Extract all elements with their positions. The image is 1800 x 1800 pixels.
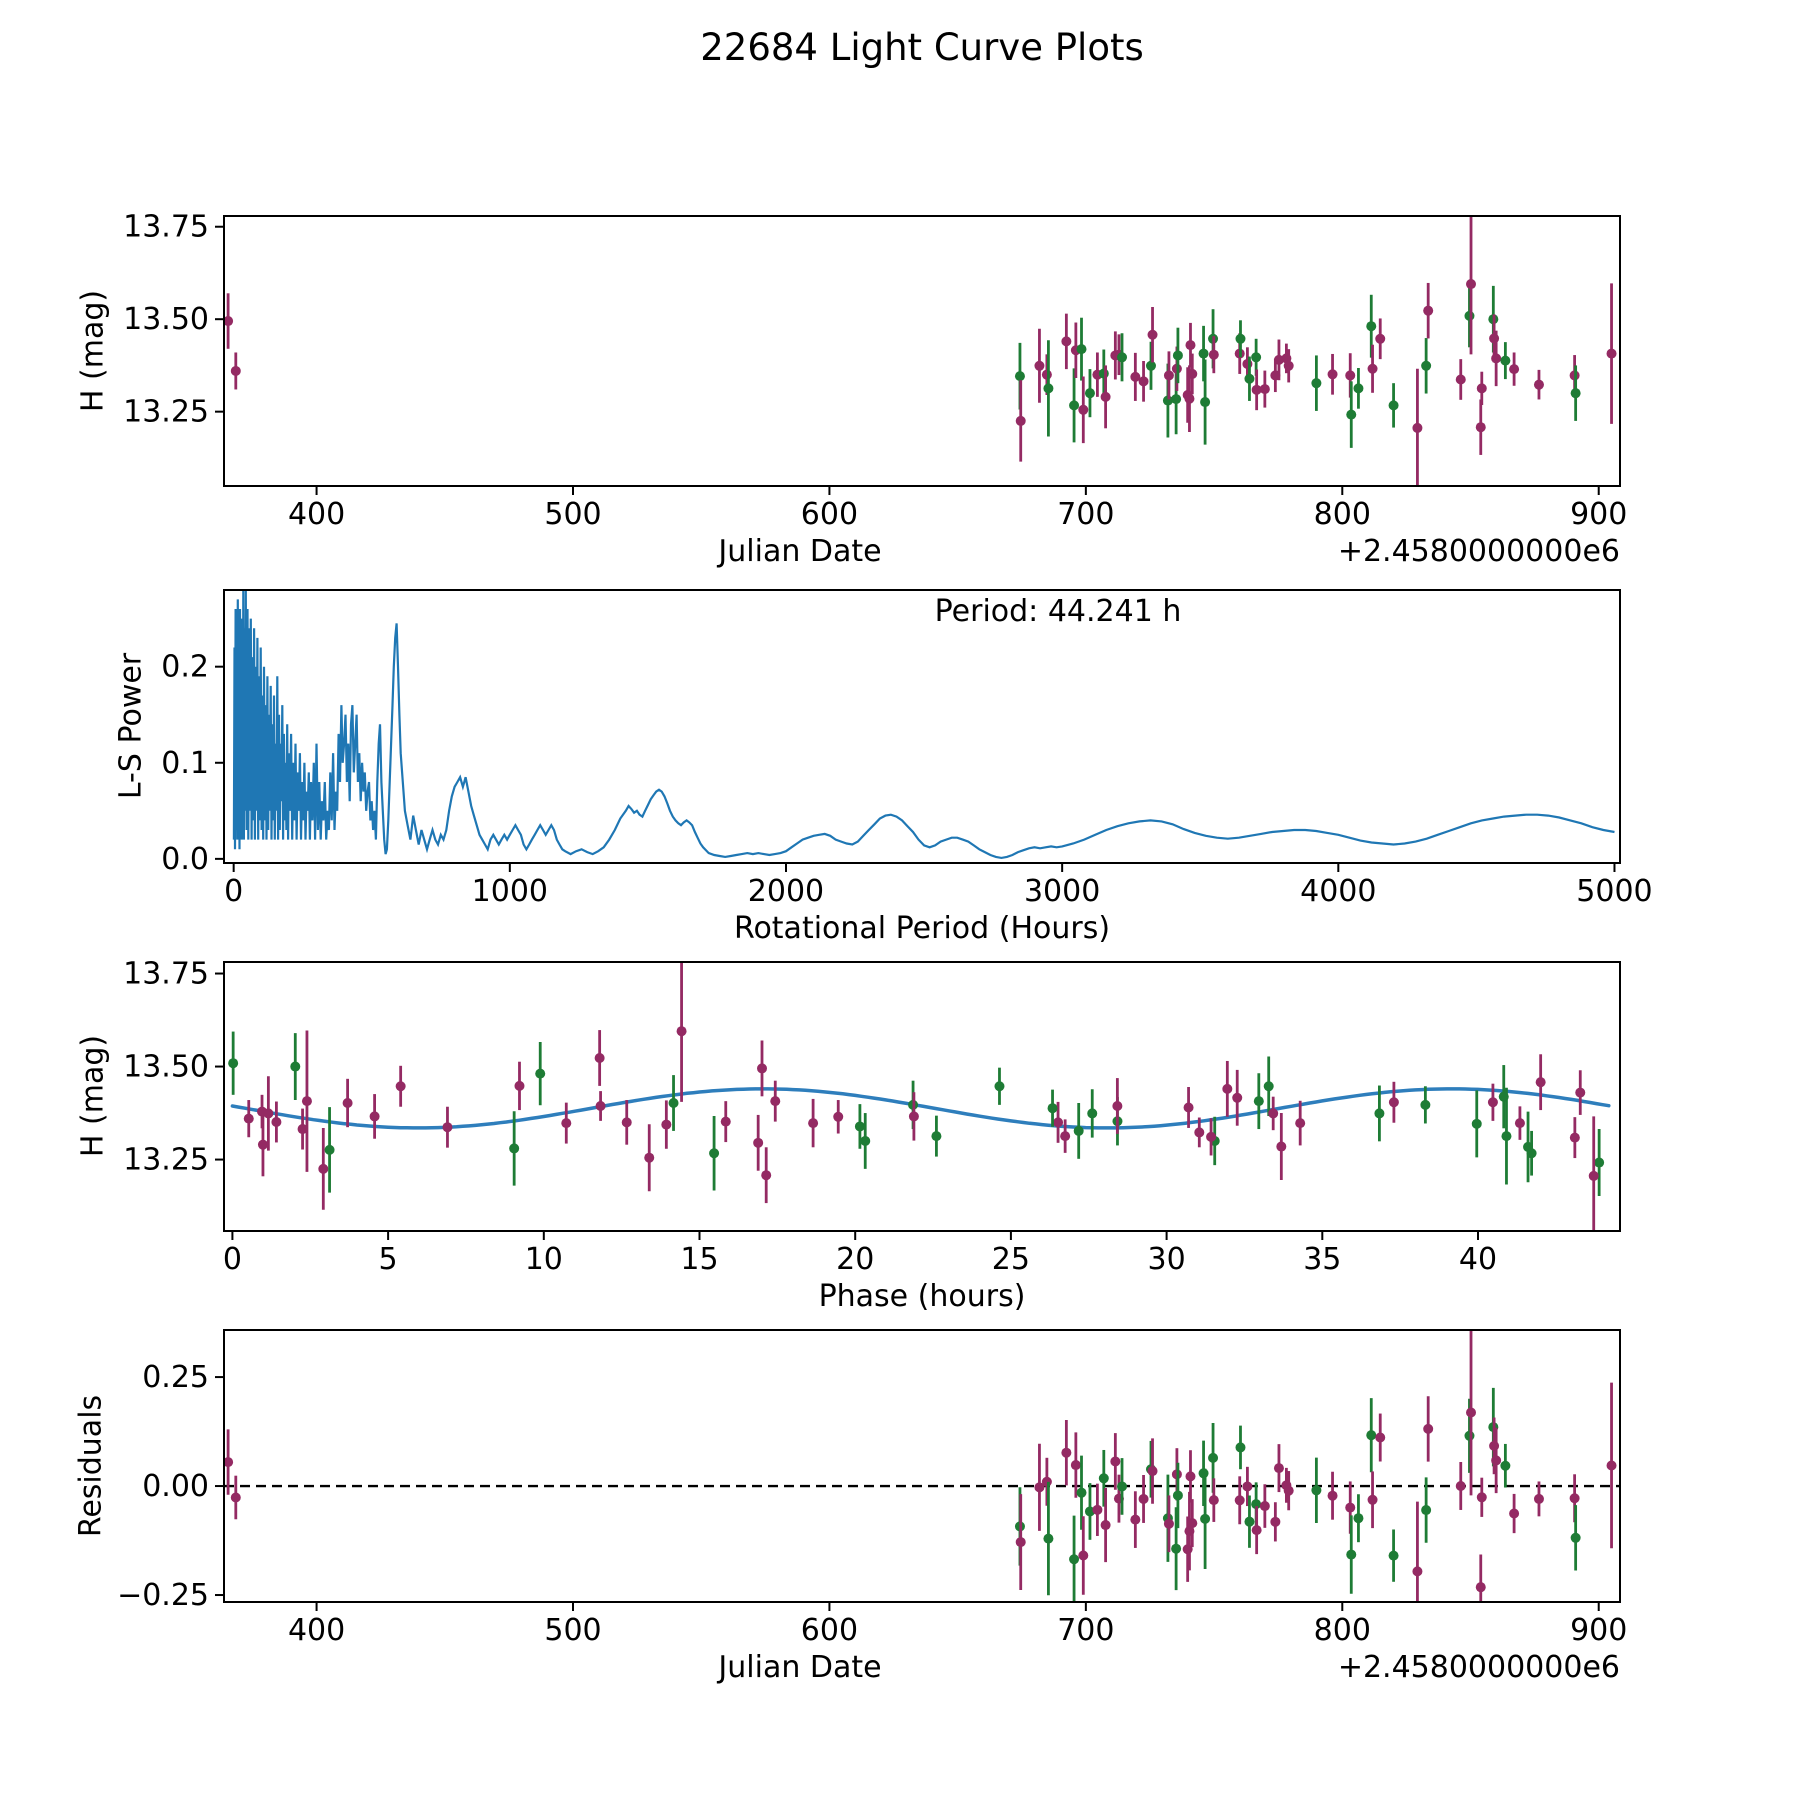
svg-text:10: 10 (524, 1242, 563, 1277)
svg-text:20: 20 (836, 1242, 875, 1277)
panel2-ylabel: L-S Power (113, 652, 149, 800)
svg-text:800: 800 (1313, 497, 1371, 532)
svg-text:0.25: 0.25 (142, 1360, 209, 1396)
svg-text:5000: 5000 (1576, 874, 1653, 909)
panel4-xlabel: Julian Date (718, 1650, 882, 1685)
svg-text:1000: 1000 (471, 874, 549, 909)
panel-periodogram-data (234, 589, 1615, 858)
panel-lightcurve-axes (215, 227, 1599, 495)
panel-residuals-tick-labels (117, 1360, 1627, 1648)
svg-text:25: 25 (991, 1242, 1030, 1277)
svg-text:900: 900 (1570, 497, 1628, 532)
svg-text:13.50: 13.50 (123, 1049, 209, 1085)
svg-text:−0.25: −0.25 (117, 1578, 209, 1614)
panel-periodogram-border (224, 590, 1620, 863)
svg-text:13.75: 13.75 (123, 209, 209, 245)
svg-text:4000: 4000 (1300, 874, 1377, 909)
svg-text:800: 800 (1313, 1613, 1371, 1648)
svg-text:500: 500 (544, 1613, 602, 1648)
panel2-xlabel: Rotational Period (Hours) (733, 911, 1111, 946)
svg-text:2000: 2000 (747, 874, 825, 909)
svg-text:600: 600 (800, 497, 859, 532)
svg-text:13.25: 13.25 (123, 394, 209, 430)
periodogram-period-annotation: Period: 44.241 h (934, 594, 1182, 629)
svg-text:35: 35 (1303, 1242, 1342, 1277)
panel-phase-data (228, 961, 1604, 1236)
svg-text:15: 15 (680, 1242, 719, 1277)
panel3-ylabel: H (mag) (75, 1034, 111, 1158)
panel3-xlabel: Phase (hours) (818, 1279, 1026, 1314)
panel-periodogram-tick-labels (161, 650, 1652, 909)
panel-lightcurve-tick-labels (123, 210, 1627, 532)
figure-title: 22684 Light Curve Plots (700, 26, 1144, 69)
svg-text:0.0: 0.0 (161, 841, 209, 877)
svg-text:40: 40 (1458, 1242, 1498, 1277)
panel1-xlabel: Julian Date (718, 534, 882, 569)
panel-phase-border (224, 962, 1620, 1231)
svg-text:13.75: 13.75 (123, 956, 209, 992)
svg-text:700: 700 (1057, 497, 1115, 532)
panel-lightcurve-border (224, 216, 1620, 486)
panel-residuals-border (224, 1330, 1620, 1602)
panel4-axis-offset-text: +2.4580000000e6 (1337, 1650, 1620, 1685)
svg-text:0.00: 0.00 (142, 1469, 209, 1505)
panel-phase-fit-curve (232, 1089, 1608, 1128)
svg-text:500: 500 (544, 497, 602, 532)
svg-text:13.50: 13.50 (123, 302, 209, 338)
panel1-axis-offset-text: +2.4580000000e6 (1337, 534, 1620, 569)
panel1-ylabel: H (mag) (75, 289, 111, 413)
svg-text:0: 0 (222, 1242, 242, 1277)
svg-text:30: 30 (1147, 1242, 1186, 1277)
svg-text:900: 900 (1570, 1613, 1628, 1648)
panel-residuals-axes (215, 1377, 1599, 1611)
svg-text:0.2: 0.2 (161, 649, 209, 685)
svg-text:0.1: 0.1 (161, 745, 209, 781)
panel-lightcurve-data (223, 214, 1616, 487)
svg-text:700: 700 (1057, 1613, 1115, 1648)
svg-text:5: 5 (378, 1242, 398, 1277)
svg-text:600: 600 (800, 1613, 859, 1648)
svg-text:400: 400 (287, 1613, 346, 1648)
svg-text:3000: 3000 (1023, 874, 1101, 909)
svg-text:400: 400 (287, 497, 346, 532)
svg-text:13.25: 13.25 (123, 1142, 209, 1178)
svg-text:0: 0 (224, 874, 244, 909)
panel4-ylabel: Residuals (73, 1394, 109, 1538)
